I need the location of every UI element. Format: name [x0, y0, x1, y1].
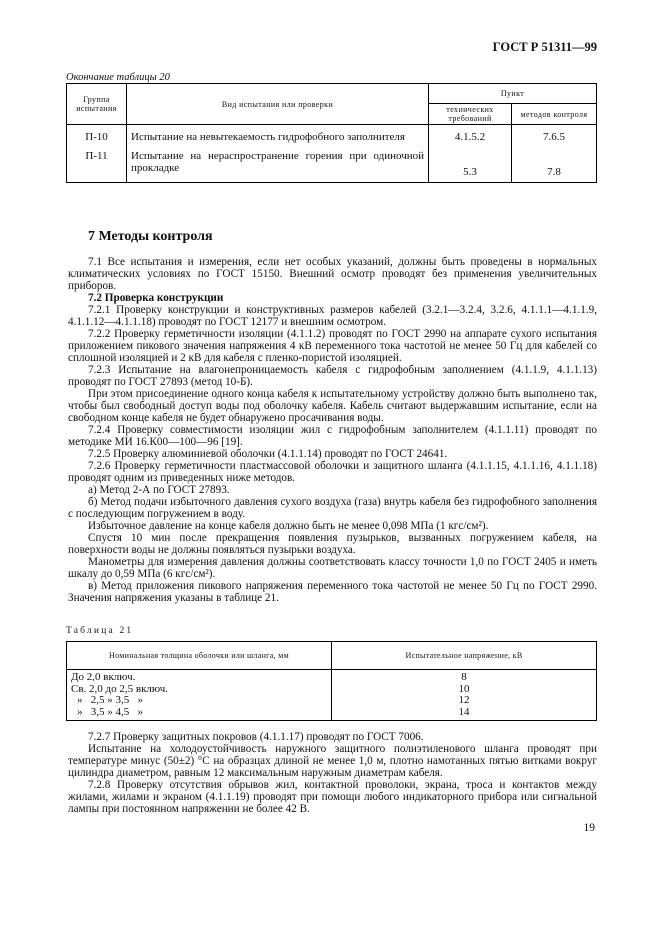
col-thickness: Номинальная толщина оболочки или шланга, мм [67, 642, 332, 670]
paragraph: 7.2.8 Проверку отсутствия обрывов жил, контактной проволоки, экрана, троса и контактов между жилами, жилами и экраном (4.1.1.19) проводят при помощи любого индикаторного прибора или сигнальной лампы при постоянном напряжении не более 42 В. [68, 779, 597, 815]
cell-type: Испытание на невытекаемость гидрофобного заполнителя [127, 125, 429, 149]
cell-methods: 7.6.5 [512, 125, 597, 149]
thickness-value: До 2,0 включ. [71, 671, 136, 683]
col-tech: технических требований [429, 104, 512, 125]
paragraph: Испытание на холодоустойчивость наружного защитного полиэтиленового шланга проводят при температуре минус (50±2) °С на образцах длиной не менее 1,0 м, плотно намотанных пятью витками вокруг цилиндра диаметром, равным 12 максимальным наружным диаметрам кабеля. [68, 743, 597, 779]
table-row [67, 125, 597, 149]
paragraph: 7.2.4 Проверку совместимости изоляции жил с гидрофобным заполнителем (4.1.1.11) проводят по методике МИ 16.К00—100—96 [19]. [68, 424, 597, 448]
page-number: 19 [583, 822, 595, 834]
cell-voltage [332, 670, 597, 721]
col-voltage: Испытательное напряжение, кВ [332, 642, 597, 670]
subsection-title: 7.2 Проверка конструкции [88, 292, 224, 304]
voltage-value: 14 [458, 705, 470, 718]
cell-methods: 7.8 [512, 149, 597, 183]
thickness-value: Св. 2,0 до 2,5 включ. [71, 682, 168, 695]
paragraph: 7.2.5 Проверку алюминиевой оболочки (4.1.1.14) проводят по ГОСТ 24641. [88, 448, 448, 460]
cell-group: П-10 [67, 125, 127, 149]
table-21-caption: Таблица 21 [66, 626, 134, 636]
voltage-value: 10 [458, 682, 470, 695]
thickness-value: » 2,5 » 3,5 » [77, 694, 143, 706]
cell-tech: 4.1.5.2 [429, 125, 512, 149]
paragraph: При этом присоединение одного конца кабеля к испытательному устройству должно быть выполнено так, чтобы был свободный доступ воды под оболочку кабеля. Кабель считают выдержавшим испытание, если на свободном конце кабеля не будет обнаружено просачивания воды. [68, 388, 597, 424]
voltage-value: 12 [458, 694, 470, 706]
section-body-continued [68, 731, 597, 815]
table-20-caption: Окончание таблицы 20 [66, 72, 170, 83]
table-20 [66, 83, 597, 183]
paragraph: 7.2.2 Проверку герметичности изоляции (4.1.1.2) проводят по ГОСТ 2990 на аппарате сухого испытания приложением пикового значения напряжения 4 кВ переменного тока частотой не менее 50 Гц для кабелей со сплошной изоляцией и 2 кВ для кабеля с пленко-пористой изоляцией. [68, 328, 597, 364]
voltage-value: 8 [461, 671, 467, 683]
paragraph: 7.2.6 Проверку герметичности пластмассовой оболочки и защитного шланга (4.1.1.15, 4.1.1.16, 4.1.1.18) проводят одним из приведенных ниже методов. [68, 460, 597, 484]
section-body [68, 256, 597, 604]
paragraph: Манометры для измерения давления должны соответствовать классу точности 1,0 по ГОСТ 2405 и иметь шкалу до 0,59 МПа (6 кгс/см²). [68, 556, 597, 580]
col-type: Вид испытания или проверки [127, 84, 429, 125]
paragraph: 7.2.3 Испытание на влагонепроницаемость кабеля с гидрофобным заполнением (4.1.1.9, 4.1.1.13) проводят по ГОСТ 27893 (метод 10-Б). [68, 364, 597, 388]
paragraph: а) Метод 2-А по ГОСТ 27893. [88, 484, 230, 496]
thickness-value: » 3,5 » 4,5 » [77, 705, 143, 718]
col-group: Группа испытания [67, 84, 127, 125]
col-point: Пункт [429, 84, 597, 104]
section-title: 7 Методы контроля [88, 229, 213, 244]
table-row [67, 670, 597, 721]
paragraph: Спустя 10 мин после прекращения появления пузырьков, вызванных погружением кабеля, на поверхности воды не должны появляться пузырьки воздуха. [68, 532, 597, 556]
cell-type: Испытание на нераспространение горения при одиночной прокладке [127, 149, 429, 183]
table-21 [66, 641, 597, 721]
cell-tech: 5.3 [429, 149, 512, 183]
cell-group: П-11 [67, 149, 127, 183]
document-header: ГОСТ Р 51311—99 [492, 40, 597, 54]
paragraph: 7.1 Все испытания и измерения, если нет особых указаний, должны быть проведены в нормальных климатических условиях по ГОСТ 15150. Внешний осмотр проводят без применения увеличительных приборов. [68, 256, 597, 292]
paragraph: б) Метод подачи избыточного давления сухого воздуха (газа) внутрь кабеля без гидрофобного заполнения с последующим погружением в воду. [68, 496, 597, 520]
paragraph: в) Метод приложения пикового напряжения переменного тока частотой не менее 50 Гц по ГОСТ 2990. Значения напряжения указаны в таблице 21. [68, 580, 597, 604]
paragraph: Избыточное давление на конце кабеля должно быть не менее 0,098 МПа (1 кгс/см²). [88, 520, 489, 532]
paragraph: 7.2.1 Проверку конструкции и конструктивных размеров кабелей (3.2.1—3.2.4, 3.2.6, 4.1.1.1—4.1.1.9, 4.1.1.12—4.1.1.18) проводят по ГОСТ 12177 и внешним осмотром. [68, 304, 597, 328]
table-row [67, 149, 597, 183]
col-methods: методов контроля [512, 104, 597, 125]
cell-thickness [67, 670, 332, 721]
paragraph: 7.2.7 Проверку защитных покровов (4.1.1.17) проводят по ГОСТ 7006. [88, 731, 424, 743]
